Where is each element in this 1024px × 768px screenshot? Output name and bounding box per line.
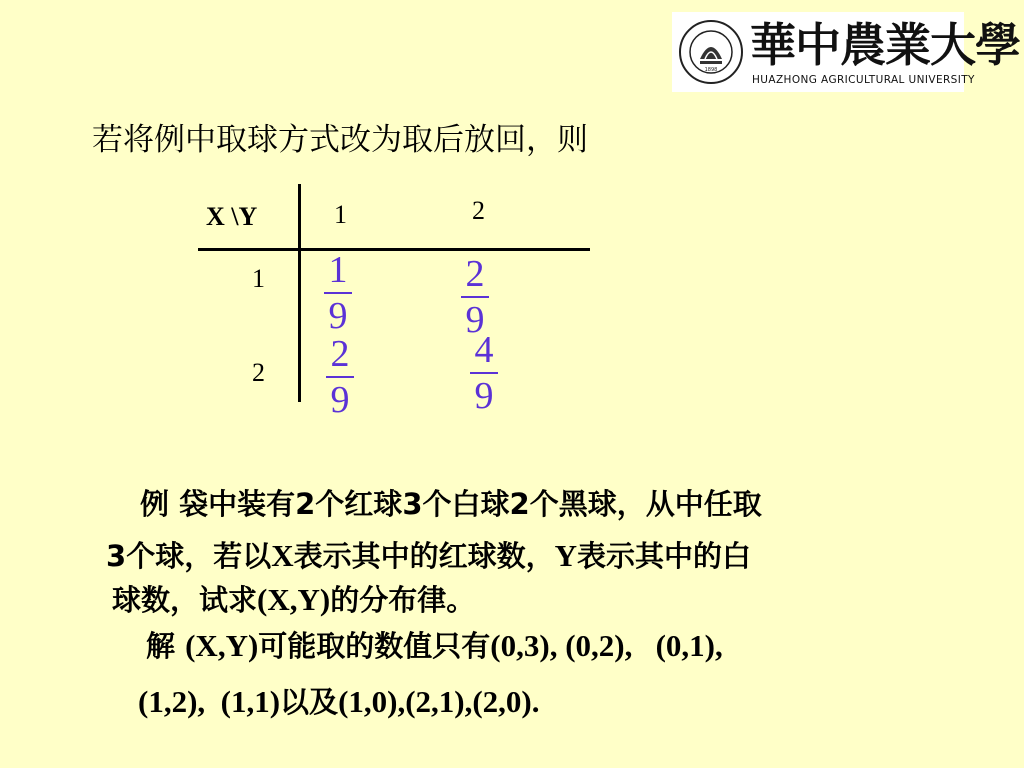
cell-1-2-fraction: [455, 254, 495, 340]
cell-2-2-numerator: 4: [474, 329, 494, 371]
svg-text:1898: 1898: [704, 67, 718, 73]
solution-line-1: [146, 624, 723, 665]
cell-2-1-denominator: 9: [330, 379, 350, 421]
row-header-2: 2: [252, 358, 265, 387]
cell-1-1-denominator: 9: [328, 295, 348, 337]
solution-line-2: [138, 680, 540, 721]
variable: (X,Y): [257, 582, 331, 617]
number: 3: [402, 487, 423, 521]
text: 以及: [280, 685, 339, 719]
text: 表示其中的白: [577, 539, 752, 573]
number: 3: [106, 539, 127, 573]
example-line-2: [106, 534, 751, 575]
values: (1,2), (1,1): [138, 684, 281, 719]
cell-2-2-denominator: 9: [474, 375, 494, 417]
number: 2: [509, 487, 530, 521]
text: 个红球: [315, 487, 403, 521]
text: 个球，若以: [126, 539, 272, 573]
col-header-2: 2: [472, 196, 485, 225]
text: 可能取的数值只有: [258, 629, 491, 663]
table-corner-label: X \Y: [206, 202, 258, 231]
cell-1-1-numerator: 1: [328, 249, 348, 291]
logo-chinese-name: 華中農業大學: [750, 18, 1020, 72]
cell-1-1-fraction: [318, 250, 358, 336]
text: 球数，试求: [112, 583, 258, 617]
cell-2-2-fraction: [464, 330, 504, 416]
fraction-bar: [470, 372, 498, 374]
cell-2-1-numerator: 2: [330, 333, 350, 375]
cell-1-2-denominator: 9: [465, 299, 485, 341]
text: 表示其中的红球数，: [293, 539, 555, 573]
number: 2: [295, 487, 316, 521]
values: (1,0),(2,1),(2,0).: [338, 684, 540, 719]
values: (0,3), (0,2), (0,1),: [490, 628, 723, 663]
logo-english-name: HUAZHONG AGRICULTURAL UNIVERSITY: [752, 74, 975, 86]
cell-2-1-fraction: [320, 334, 360, 420]
variable: (X,Y): [185, 628, 259, 663]
variable: X: [271, 538, 294, 573]
fraction-bar: [461, 296, 489, 298]
table-horizontal-line: [198, 248, 590, 251]
example-line-3: [112, 578, 475, 619]
intro-text: 若将例中取球方式改为取后放回，则: [92, 122, 588, 158]
text: 解: [146, 629, 186, 663]
example-line-1: [140, 482, 762, 523]
text: 的分布律。: [330, 583, 476, 617]
variable: Y: [554, 538, 577, 573]
fraction-bar: [324, 292, 352, 294]
university-logo: [672, 12, 1020, 92]
university-emblem-icon: [678, 19, 744, 85]
fraction-bar: [326, 376, 354, 378]
text: 个黑球，从中任取: [529, 487, 762, 521]
row-header-1: 1: [252, 264, 265, 293]
table-vertical-line: [298, 184, 301, 402]
col-header-1: 1: [334, 200, 347, 229]
cell-1-2-numerator: 2: [465, 253, 485, 295]
text: 例 袋中装有: [140, 487, 296, 521]
text: 个白球: [422, 487, 510, 521]
